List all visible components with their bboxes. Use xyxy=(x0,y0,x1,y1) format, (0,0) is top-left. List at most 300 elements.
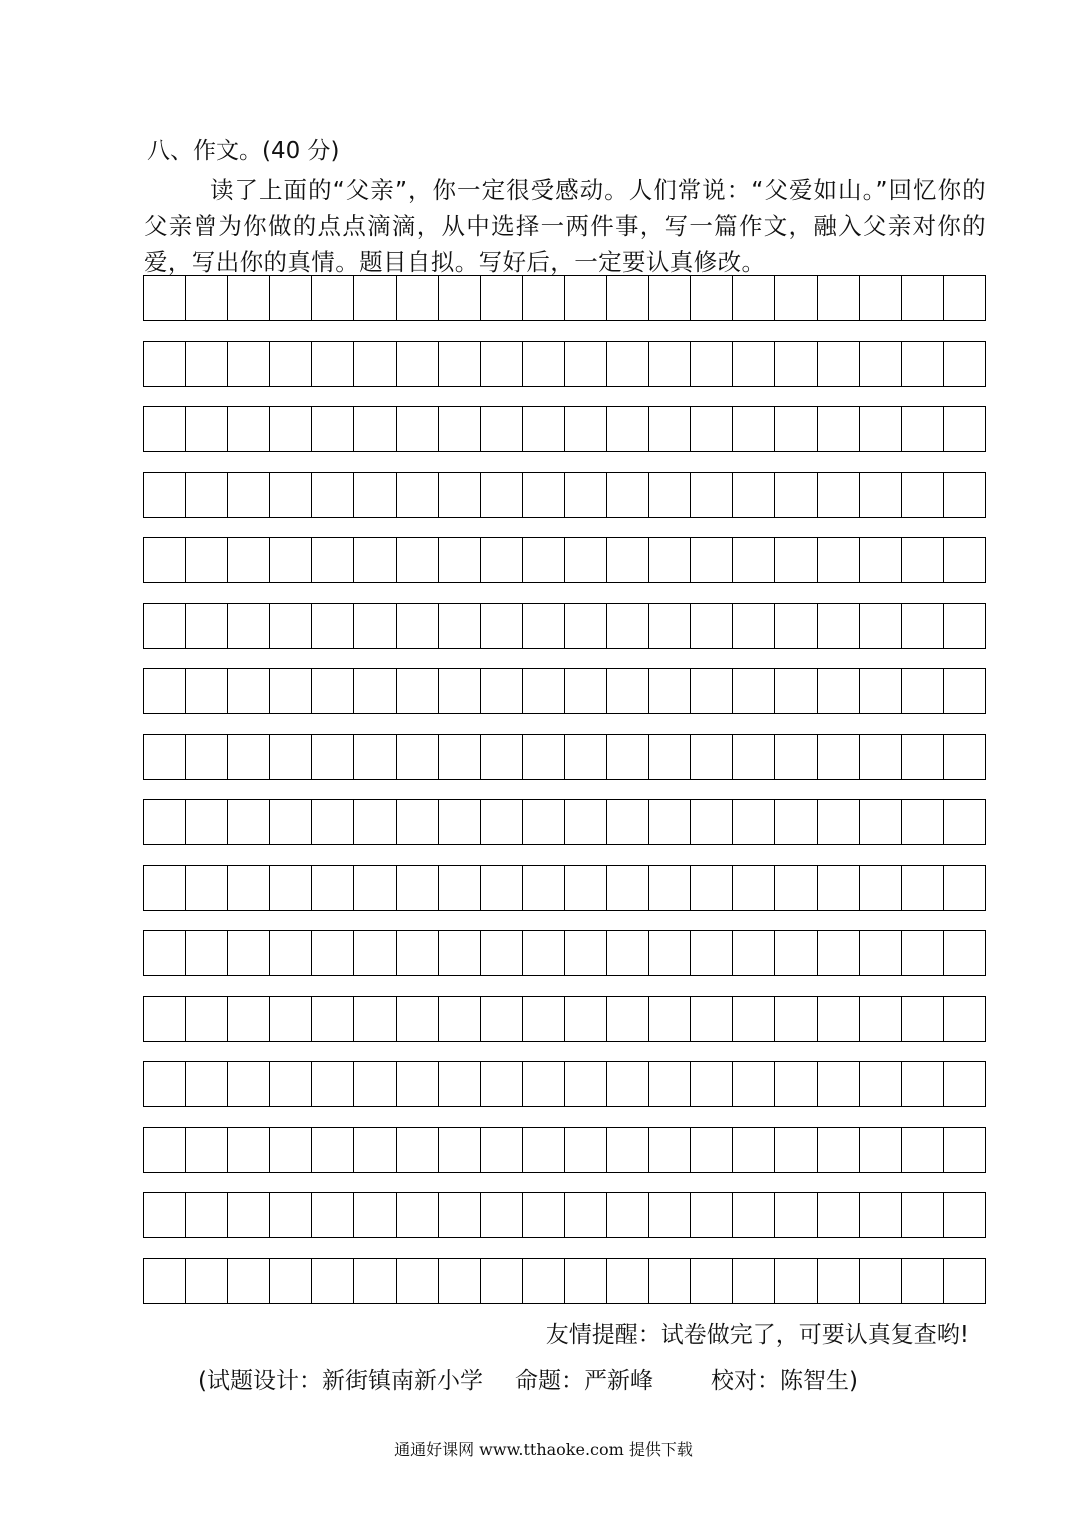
grid-cell xyxy=(186,604,228,649)
grid-cell xyxy=(354,1193,396,1238)
grid-row xyxy=(143,406,986,452)
grid-cell xyxy=(775,407,817,452)
grid-cell xyxy=(944,538,986,583)
grid-cell xyxy=(144,866,186,911)
grid-row xyxy=(143,668,986,714)
grid-cell xyxy=(944,1128,986,1173)
grid-cell xyxy=(607,1193,649,1238)
grid-cell xyxy=(733,604,775,649)
grid-cell xyxy=(649,407,691,452)
grid-cell xyxy=(270,276,312,321)
grid-cell xyxy=(186,866,228,911)
grid-cell xyxy=(144,735,186,780)
grid-cell xyxy=(270,1193,312,1238)
grid-cell xyxy=(944,931,986,976)
grid-cell xyxy=(818,407,860,452)
grid-cell xyxy=(144,800,186,845)
grid-cell xyxy=(144,342,186,387)
grid-cell xyxy=(523,931,565,976)
grid-cell xyxy=(439,997,481,1042)
grid-cell xyxy=(860,538,902,583)
grid-cell xyxy=(228,1062,270,1107)
grid-cell xyxy=(523,1128,565,1173)
grid-cell xyxy=(439,604,481,649)
grid-cell xyxy=(565,276,607,321)
grid-cell xyxy=(481,931,523,976)
grid-cell xyxy=(270,735,312,780)
grid-cell xyxy=(649,342,691,387)
grid-cell xyxy=(228,604,270,649)
grid-cell xyxy=(312,735,354,780)
grid-cell xyxy=(818,1128,860,1173)
grid-cell xyxy=(607,473,649,518)
credits-author: 命题：严新峰 xyxy=(514,1368,653,1394)
grid-cell xyxy=(902,669,944,714)
grid-cell xyxy=(186,931,228,976)
grid-cell xyxy=(439,407,481,452)
grid-cell xyxy=(902,997,944,1042)
grid-cell xyxy=(397,407,439,452)
grid-cell xyxy=(354,735,396,780)
grid-cell xyxy=(144,931,186,976)
grid-cell xyxy=(523,1259,565,1304)
grid-cell xyxy=(565,1062,607,1107)
grid-cell xyxy=(691,997,733,1042)
grid-cell xyxy=(733,1193,775,1238)
grid-cell xyxy=(354,1062,396,1107)
grid-cell xyxy=(818,342,860,387)
grid-cell xyxy=(733,473,775,518)
grid-cell xyxy=(144,1062,186,1107)
grid-cell xyxy=(733,800,775,845)
grid-cell xyxy=(691,931,733,976)
grid-cell xyxy=(312,276,354,321)
grid-cell xyxy=(944,1062,986,1107)
grid-cell xyxy=(860,276,902,321)
grid-cell xyxy=(228,800,270,845)
grid-cell xyxy=(860,342,902,387)
grid-cell xyxy=(775,735,817,780)
credits-design: (试题设计：新街镇南新小学 xyxy=(198,1368,483,1394)
grid-cell xyxy=(397,1062,439,1107)
grid-cell xyxy=(565,342,607,387)
grid-cell xyxy=(902,735,944,780)
grid-cell xyxy=(186,473,228,518)
grid-cell xyxy=(312,997,354,1042)
grid-cell xyxy=(860,604,902,649)
grid-cell xyxy=(607,1062,649,1107)
grid-cell xyxy=(312,473,354,518)
grid-cell xyxy=(818,1259,860,1304)
grid-cell xyxy=(818,1062,860,1107)
grid-cell xyxy=(228,997,270,1042)
grid-cell xyxy=(733,866,775,911)
grid-cell xyxy=(228,866,270,911)
grid-cell xyxy=(228,1193,270,1238)
grid-cell xyxy=(607,342,649,387)
grid-cell xyxy=(902,407,944,452)
grid-cell xyxy=(397,1193,439,1238)
grid-cell xyxy=(649,931,691,976)
grid-cell xyxy=(397,604,439,649)
friendly-reminder: 友情提醒：试卷做完了，可要认真复查哟! xyxy=(545,1322,969,1348)
grid-row xyxy=(143,930,986,976)
grid-cell xyxy=(775,538,817,583)
grid-cell xyxy=(775,276,817,321)
grid-cell xyxy=(944,1193,986,1238)
grid-cell xyxy=(481,1128,523,1173)
grid-cell xyxy=(481,800,523,845)
grid-cell xyxy=(481,1062,523,1107)
grid-cell xyxy=(228,538,270,583)
grid-cell xyxy=(144,1259,186,1304)
grid-cell xyxy=(902,1259,944,1304)
grid-cell xyxy=(354,407,396,452)
grid-cell xyxy=(775,1259,817,1304)
grid-cell xyxy=(565,800,607,845)
grid-cell xyxy=(186,669,228,714)
grid-cell xyxy=(649,1193,691,1238)
grid-cell xyxy=(439,931,481,976)
grid-cell xyxy=(270,997,312,1042)
grid-cell xyxy=(397,342,439,387)
grid-cell xyxy=(270,1259,312,1304)
grid-cell xyxy=(186,997,228,1042)
grid-cell xyxy=(565,931,607,976)
grid-row xyxy=(143,734,986,780)
section-heading: 八、作文。(40 分) xyxy=(147,138,340,164)
grid-cell xyxy=(691,669,733,714)
grid-cell xyxy=(649,669,691,714)
grid-cell xyxy=(397,997,439,1042)
grid-cell xyxy=(565,866,607,911)
grid-cell xyxy=(775,931,817,976)
grid-cell xyxy=(649,1062,691,1107)
grid-cell xyxy=(481,1259,523,1304)
grid-cell xyxy=(691,866,733,911)
grid-cell xyxy=(691,473,733,518)
grid-cell xyxy=(565,735,607,780)
grid-cell xyxy=(481,1193,523,1238)
grid-cell xyxy=(228,276,270,321)
grid-cell xyxy=(733,735,775,780)
grid-cell xyxy=(775,997,817,1042)
grid-cell xyxy=(354,604,396,649)
grid-cell xyxy=(944,604,986,649)
grid-cell xyxy=(944,1259,986,1304)
grid-cell xyxy=(439,800,481,845)
grid-cell xyxy=(439,1259,481,1304)
grid-cell xyxy=(228,342,270,387)
grid-cell xyxy=(944,669,986,714)
grid-cell xyxy=(775,1062,817,1107)
grid-cell xyxy=(481,538,523,583)
grid-cell xyxy=(860,866,902,911)
grid-row xyxy=(143,1192,986,1238)
grid-cell xyxy=(860,473,902,518)
grid-row xyxy=(143,996,986,1042)
grid-cell xyxy=(354,276,396,321)
grid-cell xyxy=(228,735,270,780)
grid-cell xyxy=(944,342,986,387)
grid-cell xyxy=(144,997,186,1042)
grid-cell xyxy=(397,1259,439,1304)
grid-cell xyxy=(523,997,565,1042)
grid-cell xyxy=(439,276,481,321)
grid-cell xyxy=(565,1128,607,1173)
grid-cell xyxy=(397,931,439,976)
grid-cell xyxy=(691,800,733,845)
grid-cell xyxy=(733,1062,775,1107)
grid-cell xyxy=(775,1128,817,1173)
grid-cell xyxy=(944,800,986,845)
grid-cell xyxy=(481,342,523,387)
grid-cell xyxy=(481,407,523,452)
grid-row xyxy=(143,537,986,583)
grid-cell xyxy=(691,342,733,387)
grid-cell xyxy=(733,276,775,321)
grid-cell xyxy=(312,342,354,387)
grid-cell xyxy=(733,997,775,1042)
grid-cell xyxy=(607,866,649,911)
grid-cell xyxy=(607,407,649,452)
grid-cell xyxy=(481,473,523,518)
grid-cell xyxy=(439,735,481,780)
grid-cell xyxy=(354,800,396,845)
grid-cell xyxy=(186,735,228,780)
grid-cell xyxy=(775,604,817,649)
grid-cell xyxy=(649,800,691,845)
grid-cell xyxy=(144,407,186,452)
grid-cell xyxy=(354,538,396,583)
grid-cell xyxy=(818,538,860,583)
grid-cell xyxy=(523,342,565,387)
grid-cell xyxy=(607,735,649,780)
grid-cell xyxy=(312,1193,354,1238)
grid-cell xyxy=(270,604,312,649)
grid-cell xyxy=(565,669,607,714)
grid-cell xyxy=(481,604,523,649)
grid-cell xyxy=(523,538,565,583)
grid-cell xyxy=(144,604,186,649)
grid-cell xyxy=(186,538,228,583)
grid-cell xyxy=(902,866,944,911)
grid-cell xyxy=(902,931,944,976)
grid-cell xyxy=(523,800,565,845)
grid-cell xyxy=(649,538,691,583)
grid-cell xyxy=(439,866,481,911)
grid-cell xyxy=(439,473,481,518)
grid-cell xyxy=(397,669,439,714)
grid-cell xyxy=(818,604,860,649)
grid-cell xyxy=(144,276,186,321)
grid-cell xyxy=(144,669,186,714)
grid-cell xyxy=(523,1193,565,1238)
grid-cell xyxy=(902,1128,944,1173)
grid-cell xyxy=(144,538,186,583)
grid-cell xyxy=(902,342,944,387)
grid-cell xyxy=(944,276,986,321)
grid-cell xyxy=(818,931,860,976)
grid-cell xyxy=(397,866,439,911)
grid-cell xyxy=(775,800,817,845)
grid-cell xyxy=(186,1193,228,1238)
grid-cell xyxy=(902,276,944,321)
grid-cell xyxy=(649,604,691,649)
grid-cell xyxy=(607,800,649,845)
grid-cell xyxy=(733,669,775,714)
grid-cell xyxy=(312,407,354,452)
grid-cell xyxy=(228,669,270,714)
grid-cell xyxy=(270,538,312,583)
grid-cell xyxy=(523,276,565,321)
grid-row xyxy=(143,865,986,911)
grid-row xyxy=(143,1127,986,1173)
grid-cell xyxy=(691,407,733,452)
grid-cell xyxy=(565,473,607,518)
grid-cell xyxy=(944,997,986,1042)
grid-cell xyxy=(902,604,944,649)
grid-row xyxy=(143,1258,986,1304)
exam-credits xyxy=(198,1366,858,1396)
grid-cell xyxy=(397,276,439,321)
grid-cell xyxy=(733,1259,775,1304)
grid-cell xyxy=(312,604,354,649)
grid-cell xyxy=(818,276,860,321)
grid-cell xyxy=(312,931,354,976)
grid-cell xyxy=(607,1128,649,1173)
grid-cell xyxy=(397,800,439,845)
grid-cell xyxy=(481,997,523,1042)
credits-proofreader: 校对：陈智生) xyxy=(710,1368,858,1394)
grid-cell xyxy=(944,866,986,911)
grid-cell xyxy=(691,276,733,321)
grid-cell xyxy=(902,1062,944,1107)
grid-cell xyxy=(775,342,817,387)
grid-cell xyxy=(312,1062,354,1107)
grid-cell xyxy=(523,735,565,780)
grid-cell xyxy=(439,1193,481,1238)
grid-cell xyxy=(691,1062,733,1107)
essay-prompt: 读了上面的“父亲”，你一定很受感动。人们常说：“父爱如山。”回忆你的父亲曾为你做的点点滴滴，从中选择一两件事，写一篇作文，融入父亲对你的爱，写出你的真情。题目自拟。写好后，一定要认真修改。 xyxy=(144,176,986,276)
grid-cell xyxy=(733,342,775,387)
grid-cell xyxy=(312,1128,354,1173)
grid-cell xyxy=(270,342,312,387)
grid-cell xyxy=(565,1193,607,1238)
grid-cell xyxy=(565,538,607,583)
grid-cell xyxy=(944,473,986,518)
grid-cell xyxy=(354,1128,396,1173)
grid-row xyxy=(143,603,986,649)
grid-cell xyxy=(607,1259,649,1304)
grid-cell xyxy=(733,407,775,452)
grid-cell xyxy=(228,473,270,518)
grid-cell xyxy=(818,1193,860,1238)
grid-cell xyxy=(186,276,228,321)
grid-cell xyxy=(818,800,860,845)
grid-cell xyxy=(523,604,565,649)
grid-row xyxy=(143,799,986,845)
grid-cell xyxy=(354,997,396,1042)
grid-cell xyxy=(144,1193,186,1238)
grid-cell xyxy=(860,669,902,714)
grid-cell xyxy=(860,800,902,845)
grid-cell xyxy=(818,669,860,714)
grid-cell xyxy=(481,866,523,911)
grid-cell xyxy=(902,1193,944,1238)
grid-cell xyxy=(397,1128,439,1173)
grid-cell xyxy=(354,342,396,387)
grid-cell xyxy=(186,1259,228,1304)
grid-cell xyxy=(270,800,312,845)
grid-cell xyxy=(775,866,817,911)
grid-cell xyxy=(186,1062,228,1107)
grid-cell xyxy=(523,669,565,714)
grid-cell xyxy=(649,473,691,518)
grid-cell xyxy=(312,669,354,714)
grid-row xyxy=(143,341,986,387)
grid-cell xyxy=(607,931,649,976)
grid-cell xyxy=(607,669,649,714)
grid-cell xyxy=(649,276,691,321)
grid-cell xyxy=(144,1128,186,1173)
grid-cell xyxy=(860,407,902,452)
grid-cell xyxy=(733,1128,775,1173)
grid-row xyxy=(143,275,986,321)
grid-cell xyxy=(818,735,860,780)
grid-cell xyxy=(186,1128,228,1173)
grid-cell xyxy=(312,800,354,845)
grid-cell xyxy=(270,931,312,976)
grid-cell xyxy=(649,1259,691,1304)
grid-cell xyxy=(944,407,986,452)
grid-cell xyxy=(228,1259,270,1304)
grid-cell xyxy=(691,1193,733,1238)
grid-cell xyxy=(565,1259,607,1304)
grid-cell xyxy=(523,473,565,518)
grid-cell xyxy=(481,735,523,780)
grid-cell xyxy=(775,1193,817,1238)
grid-cell xyxy=(481,276,523,321)
grid-cell xyxy=(312,866,354,911)
grid-cell xyxy=(775,473,817,518)
grid-cell xyxy=(565,407,607,452)
grid-cell xyxy=(270,1062,312,1107)
grid-cell xyxy=(312,538,354,583)
grid-cell xyxy=(902,473,944,518)
grid-cell xyxy=(691,1259,733,1304)
grid-cell xyxy=(607,997,649,1042)
grid-cell xyxy=(649,1128,691,1173)
grid-cell xyxy=(860,931,902,976)
grid-cell xyxy=(481,669,523,714)
grid-cell xyxy=(607,604,649,649)
grid-cell xyxy=(902,538,944,583)
grid-cell xyxy=(228,407,270,452)
grid-cell xyxy=(270,407,312,452)
grid-cell xyxy=(607,276,649,321)
grid-cell xyxy=(860,1062,902,1107)
grid-cell xyxy=(439,1128,481,1173)
grid-cell xyxy=(691,604,733,649)
grid-cell xyxy=(860,997,902,1042)
grid-cell xyxy=(270,1128,312,1173)
grid-cell xyxy=(439,342,481,387)
grid-cell xyxy=(439,1062,481,1107)
grid-cell xyxy=(860,1128,902,1173)
grid-cell xyxy=(354,866,396,911)
grid-cell xyxy=(565,997,607,1042)
